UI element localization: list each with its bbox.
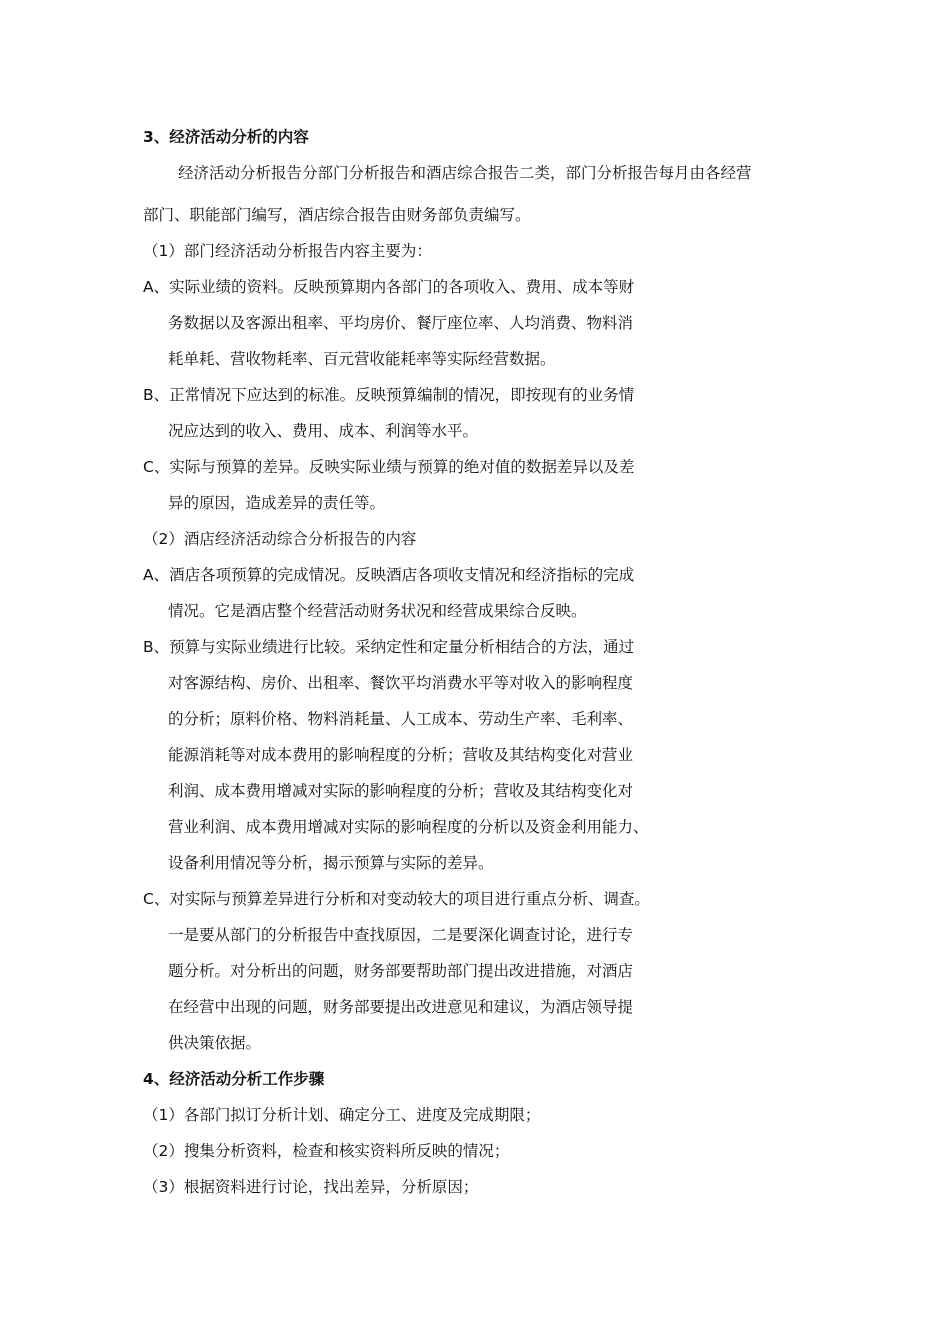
- section3-intro-line1: 经济活动分析报告分部门分析报告和酒店综合报告二类，部门分析报告每月由各经营: [178, 164, 752, 182]
- part1-itemC-line1: C、实际与预算的差异。反映实际业绩与预算的绝对值的数据差异以及差: [143, 458, 635, 476]
- part2-itemC-line4: 在经营中出现的问题，财务部要提出改进意见和建议，为酒店领导提: [168, 998, 634, 1016]
- part2-itemB-line6: 营业利润、成本费用增减对实际的影响程度的分析以及资金利用能力、: [168, 818, 649, 836]
- section4-step2: （2）搜集分析资料，检查和核实资料所反映的情况；: [143, 1142, 510, 1160]
- part2-itemB-line1: B、预算与实际业绩进行比较。采纳定性和定量分析相结合的方法，通过: [143, 638, 635, 656]
- part1-itemB-line1: B、正常情况下应达到的标准。反映预算编制的情况，即按现有的业务情: [143, 386, 635, 404]
- part2-itemA-line2: 情况。它是酒店整个经营活动财务状况和经营成果综合反映。: [168, 602, 587, 620]
- section4-heading: 4、经济活动分析工作步骤: [143, 1070, 325, 1088]
- section4-step3: （3）根据资料进行讨论，找出差异，分析原因；: [143, 1178, 479, 1196]
- part1-itemA-line2: 务数据以及客源出租率、平均房价、餐厅座位率、人均消费、物料消: [168, 314, 634, 332]
- part2-itemB-line3: 的分析；原料价格、物料消耗量、人工成本、劳动生产率、毛利率、: [168, 710, 634, 728]
- part2-itemC-line2: 一是要从部门的分析报告中查找原因，二是要深化调查讨论，进行专: [168, 926, 634, 944]
- part2-itemB-line7: 设备利用情况等分析，揭示预算与实际的差异。: [168, 854, 494, 872]
- part1-title: （1）部门经济活动分析报告内容主要为：: [143, 242, 432, 260]
- part2-itemC-line5: 供决策依据。: [168, 1034, 262, 1052]
- part2-itemA-line1: A、酒店各项预算的完成情况。反映酒店各项收支情况和经济指标的完成: [143, 566, 635, 584]
- part2-itemB-line2: 对客源结构、房价、出租率、餐饮平均消费水平等对收入的影响程度: [168, 674, 634, 692]
- part1-itemB-line2: 况应达到的收入、费用、成本、利润等水平。: [168, 422, 479, 440]
- part2-itemB-line4: 能源消耗等对成本费用的影响程度的分析；营收及其结构变化对营业: [168, 746, 634, 764]
- part2-itemB-line5: 利润、成本费用增减对实际的影响程度的分析；营收及其结构变化对: [168, 782, 634, 800]
- section4-step1: （1）各部门拟订分析计划、确定分工、进度及完成期限；: [143, 1106, 541, 1124]
- section3-heading: 3、经济活动分析的内容: [143, 128, 309, 146]
- part2-itemC-line1: C、对实际与预算差异进行分析和对变动较大的项目进行重点分析、调查。: [143, 890, 650, 908]
- part1-itemA-line3: 耗单耗、营收物耗率、百元营收能耗率等实际经营数据。: [168, 350, 556, 368]
- part1-itemC-line2: 异的原因，造成差异的责任等。: [168, 494, 386, 512]
- part1-itemA-line1: A、实际业绩的资料。反映预算期内各部门的各项收入、费用、成本等财: [143, 278, 635, 296]
- part2-itemC-line3: 题分析。对分析出的问题，财务部要帮助部门提出改进措施，对酒店: [168, 962, 634, 980]
- part2-title: （2）酒店经济活动综合分析报告的内容: [143, 530, 417, 548]
- section3-intro-line2: 部门、职能部门编写，酒店综合报告由财务部负责编写。: [143, 206, 531, 224]
